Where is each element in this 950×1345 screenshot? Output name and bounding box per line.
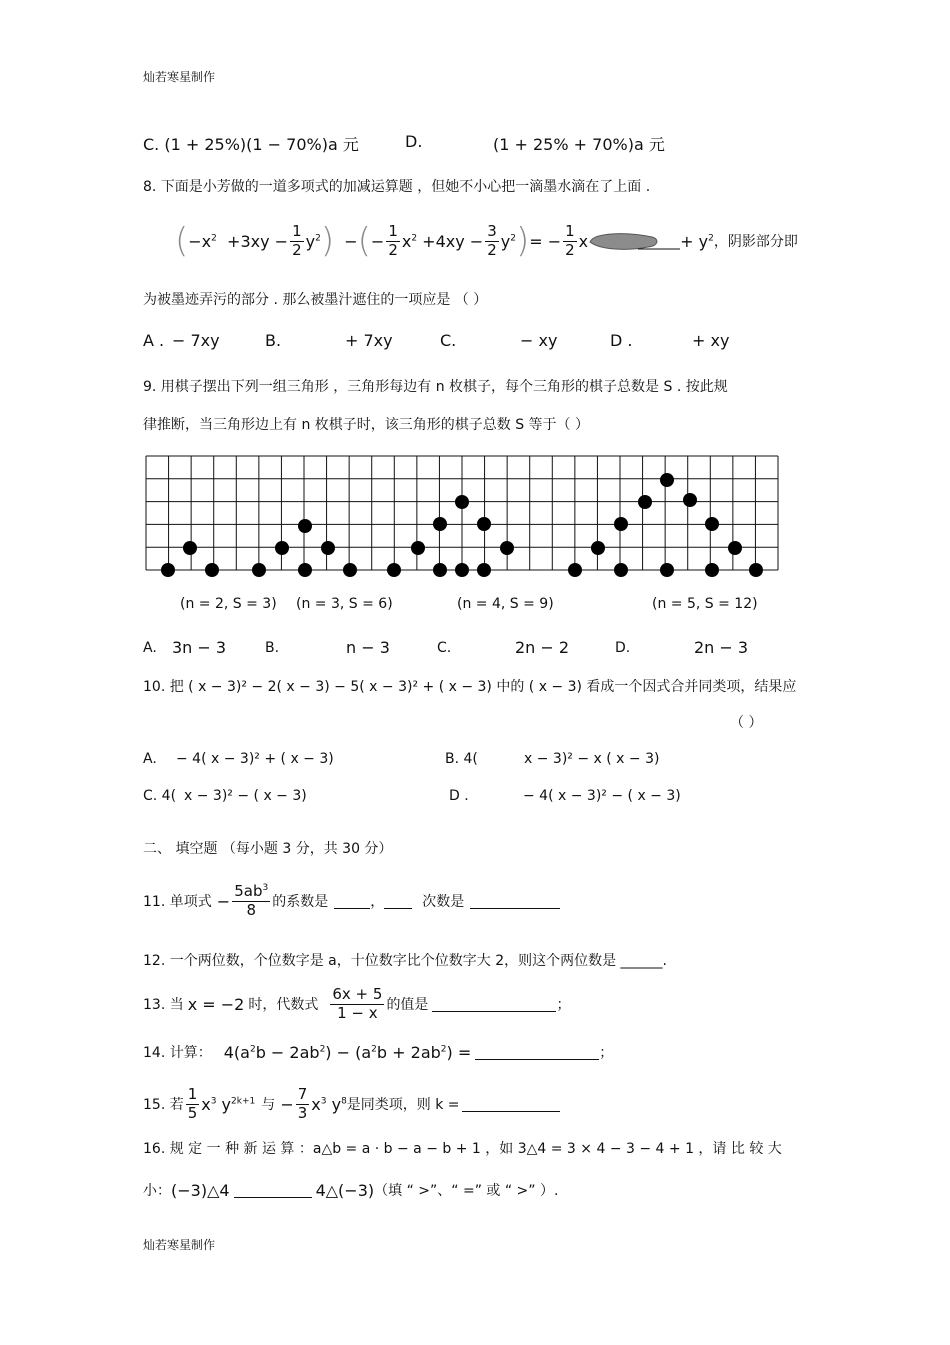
q9-option-d-value: 2n − 3 [694,638,749,657]
q10-option-a-label: A. [143,751,157,767]
chess-stone [387,563,401,577]
q7-option-d-label: D. [405,132,423,151]
chess-stone [455,495,469,509]
q11-blank[interactable] [470,894,560,909]
q8-equation: ( $-x^2 +3xy$ − $\frac{1}{2}$ $y^2$ ) − ( − $\frac{1}{2}$ $x^2 +4xy$ − $\frac{3}{2}$ $y^2$ ) = − $\frac{1}{2}$ x + $y^2$ ，阴影部分即 [175,221,798,261]
chess-stone [252,563,266,577]
q11-text2: 次数是 [422,894,465,910]
chess-stone [683,493,697,507]
chess-grid-figure [140,450,790,585]
chess-stone [298,519,312,533]
q16-line2: 小： (−3)△4 4△(−3) （填 “ >”、“ =” 或 “ >” ）. [143,1180,559,1200]
q9-option-c-value: 2n − 2 [515,638,570,657]
q7-option-c-expr: (1 + 25%)(1 − 70%)a [164,135,338,154]
q9-caption-2: (n = 3, S = 6) [296,596,393,612]
q8-eq-suffix: ，阴影部分即 [713,234,798,250]
q9-caption-3: (n = 4, S = 9) [457,596,554,612]
chess-stone [638,495,652,509]
chess-stone [455,563,469,577]
chess-stone [321,541,335,555]
chess-stone [275,541,289,555]
chess-stone [161,563,175,577]
chess-stone [205,563,219,577]
q9-option-c-label: C. [437,640,452,656]
chess-stone [298,563,312,577]
q8-option-d-value: + xy [692,331,730,350]
q8-option-a-label: A . [143,331,165,350]
q10-option-d-value: − 4( x − 3)² − ( x − 3) [523,788,681,804]
chess-stone [614,517,628,531]
q9-option-a-value: 3n − 3 [172,638,227,657]
q10-stem: 10. 把 ( x − 3)² − 2( x − 3) − 5( x − 3)² + ( x − 3) 中的 ( x − 3) 看成一个因式合并同类项，结果应 [143,679,797,695]
q8-eq-tail: + $y^2$ [680,231,714,251]
q16-expr1: (−3)△4 [171,1180,230,1200]
chess-stone [433,517,447,531]
q14-blank[interactable] [475,1045,599,1060]
chess-stone [705,563,719,577]
q9-caption-4: (n = 5, S = 12) [652,596,758,612]
q7-option-d-unit: 元 [648,135,665,154]
q10-option-b-label: B. 4( [445,751,478,767]
chess-stone [614,563,628,577]
q16-blank[interactable] [234,1183,312,1198]
chess-stone [477,563,491,577]
q9-option-b-value: n − 3 [346,638,390,657]
q8-option-d-label: D . [610,331,633,350]
q9-option-d-label: D. [615,640,631,656]
q11-label: 11. 单项式 [143,894,212,910]
q12: 12. 一个两位数，个位数字是 a，十位数字比个位数字大 2，则这个两位数是 ______. [143,953,668,969]
chess-stone [568,563,582,577]
q16-expr2: 4△(−3) [315,1180,375,1200]
q16-line1: 16. 规 定 一 种 新 运 算 ：a△b = a · b − a − b + 1 ，如 3△4 = 3 × 4 − 3 − 4 + 1 ，请 比 较 大 [143,1141,782,1157]
chess-stone [591,541,605,555]
q8-option-b-value: + 7xy [345,331,393,350]
page-header: 灿若寒星制作 [143,70,216,84]
q8-option-c-value: − xy [520,331,558,350]
chess-stone [660,563,674,577]
q14: 14. 计算： $4(a^2b - 2ab^2) - (a^2b + 2ab^2)$ = ； [143,1042,614,1062]
q8-option-b-label: B. [265,331,282,350]
q13: 13. 当 x = −2 时，代数式 $\frac{6x + 5}{1 - x}$ 的值是 ； [143,985,571,1022]
chess-stone [705,517,719,531]
chess-stone [433,563,447,577]
page-footer: 灿若寒星制作 [143,1238,216,1252]
chess-stone [411,541,425,555]
q7-option-d [493,132,665,155]
q10-option-a-value: − 4( x − 3)² + ( x − 3) [176,751,334,767]
chess-stone [183,541,197,555]
q15: 15. 若 $\frac{1}{5}$ $x^3$ $y^{2k+1}$ 与 − $\frac{7}{3}$ $x^3$ $y^8$ 是同类项，则 k = [143,1080,560,1128]
q9-stem1: 9. 用棋子摆出下列一组三角形 ，三角形每边有 n 枚棋子，每个三角形的棋子总数是 S . 按此规 [143,379,728,395]
q9-option-a-label: A. [143,640,157,656]
q10-paren: （ ） [730,715,763,731]
chess-stone [749,563,763,577]
q7-option-c [143,132,359,155]
q13-blank[interactable] [432,997,556,1012]
q10-option-d-label: D . [449,788,469,804]
q8-stem: 8. 下面是小芳做的一道多项式的加减运算题 ，但她不小心把一滴墨水滴在了上面 . [143,179,651,195]
q10-option-c-label: C. 4( [143,788,177,804]
q9-option-b-label: B. [265,640,280,656]
chess-stone [477,517,491,531]
q8-stem2: 为被墨迹弄污的部分 . 那么被墨汁遮住的一项应是 （ ） [143,292,488,308]
q11: 11. 单项式 − $\frac{5ab^3}{8}$ 的系数是 ， 次数是 [143,876,560,926]
ink-blot-icon [588,230,680,252]
section-title: 二、 填空题 （每小题 3 分，共 30 分） [143,841,393,857]
q13-fraction: $\frac{6x + 5}{1 - x}$ [332,985,383,1022]
chess-stone [660,473,674,487]
q7-option-c-label: C. [143,135,160,154]
q7-option-d-expr: (1 + 25% + 70%)a [493,135,644,154]
q10-option-c-value: x − 3)² − ( x − 3) [184,788,307,804]
q8-option-c-label: C. [440,331,457,350]
q11-text1: 的系数是 [272,894,329,910]
q8-option-a-value: − 7xy [172,331,220,350]
chess-stone [343,563,357,577]
q11-fraction: $\frac{5ab^3}{8}$ [234,882,269,919]
chess-stone [500,541,514,555]
q7-option-c-unit: 元 [342,135,359,154]
q9-caption-1: (n = 2, S = 3) [180,596,277,612]
q10-option-b-value: x − 3)² − x ( x − 3) [524,751,660,767]
chess-stone [728,541,742,555]
q14-expression: $4(a^2b - 2ab^2) - (a^2b + 2ab^2)$ = [223,1042,472,1062]
q15-blank[interactable] [462,1097,560,1112]
q9-stem2: 律推断，当三角形边上有 n 枚棋子时，该三角形的棋子总数 S 等于（ ） [143,417,590,433]
